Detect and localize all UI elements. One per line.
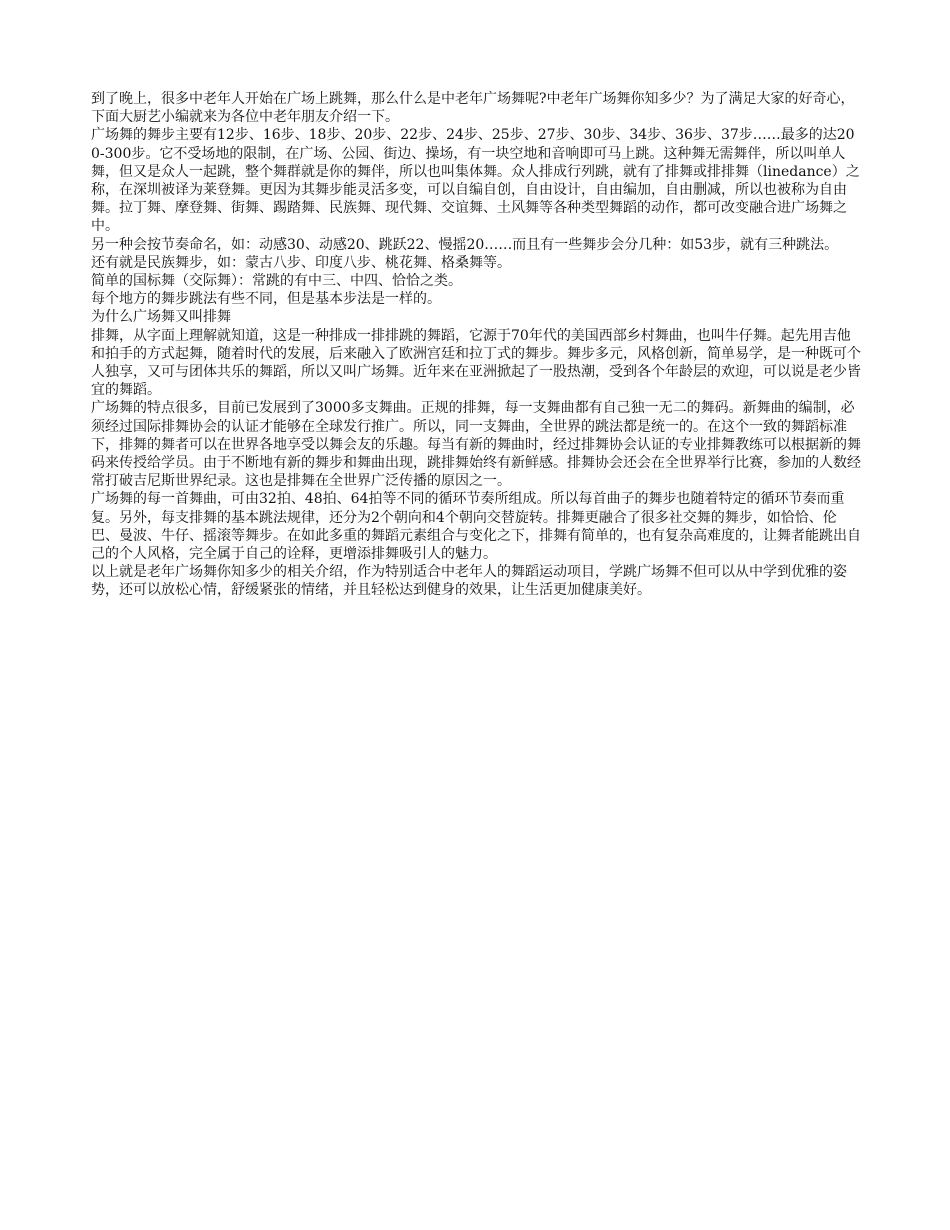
regional-difference-paragraph: 每个地方的舞步跳法有些不同，但是基本步法是一样的。 — [91, 291, 441, 308]
article-document — [91, 90, 863, 600]
rhythm-naming-paragraph: 另一种会按节奏命名，如：动感30、动感20、跳跃22、慢摇20……而且有一些舞步会分几种：如53步，就有三种跳法。 — [91, 236, 839, 253]
ethnic-steps-paragraph: 还有就是民族舞步，如：蒙古八步、印度八步、桃花舞、格桑舞等。 — [91, 254, 511, 271]
section-heading: 为什么广场舞又叫排舞 — [91, 309, 231, 326]
dance-features-paragraph: 广场舞的特点很多，目前已发展到了3000多支舞曲。正规的排舞，每一支舞曲都有自己独一无二的舞码。新舞曲的编制，必须经过国际排舞协会的认证才能够在全球发行推广。所以，同一支舞曲，全世界的跳法都是统一的。在这个一致的舞蹈标准下，排舞的舞者可以在世界各地享受以舞会友的乐趣。每当有新的舞曲时，经过排舞协会认证的专业排舞教练可以根据新的舞码来传授给学员。由于不断地有新的舞步和舞曲出现，跳排舞始终有新鲜感。排舞协会还会在全世界举行比赛，参加的人数经常打破吉尼斯世界纪录。这也是排舞在全世界广泛传播的原因之一。 — [91, 400, 861, 490]
intro-paragraph: 到了晚上，很多中老年人开始在广场上跳舞，那么什么是中老年广场舞呢?中老年广场舞你知多少？为了满足大家的好奇心，下面大厨艺小编就来为各位中老年朋友介绍一下。 — [91, 91, 855, 126]
rhythm-structure-paragraph: 广场舞的每一首舞曲，可由32拍、48拍、64拍等不同的循环节奏所组成。所以每首曲子的舞步也随着特定的循环节奏而重复。另外，每支排舞的基本跳法规律，还分为2个朝向和4个朝向交替旋转。排舞更融合了很多社交舞的舞步，如恰恰、伦巴、曼波、牛仔、摇滚等舞步。在如此多重的舞蹈元素组合与变化之下，排舞有简单的，也有复杂高难度的，让舞者能跳出自己的个人风格，完全属于自己的诠释，更增添排舞吸引人的魅力。 — [91, 491, 861, 563]
line-dance-definition-paragraph: 排舞，从字面上理解就知道，这是一种排成一排排跳的舞蹈，它源于70年代的美国西部乡村舞曲，也叫牛仔舞。起先用吉他和拍手的方式起舞，随着时代的发展，后来融入了欧洲宫廷和拉丁式的舞步。舞步多元，风格创新，简单易学，是一种既可个人独享，又可与团体共乐的舞蹈，所以又叫广场舞。近年来在亚洲掀起了一股热潮，受到各个年龄层的欢迎，可以说是老少皆宜的舞蹈。 — [91, 327, 861, 399]
dance-steps-paragraph: 广场舞的舞步主要有12步、16步、18步、20步、22步、24步、25步、27步、30步、34步、36步、37步……最多的达200-300步。它不受场地的限制，在广场、公园、街边、操场，有一块空地和音响即可马上跳。这种舞无需舞伴，所以叫单人舞，但又是众人一起跳，整个舞群就是你的舞伴，所以也叫集体舞。众人排成行列跳，就有了排舞或排排舞（linedance）之称，在深圳被译为莱登舞。更因为其舞步能灵活多变，可以自编自创，自由设计，自由编加，自由删减，所以也被称为自由舞。拉丁舞、摩登舞、街舞、踢踏舞、民族舞、现代舞、交谊舞、土风舞等各种类型舞蹈的动作，都可改变融合进广场舞之中。 — [91, 127, 860, 235]
ballroom-paragraph: 简单的国标舞（交际舞）：常跳的有中三、中四、恰恰之类。 — [91, 273, 462, 290]
conclusion-paragraph: 以上就是老年广场舞你知多少的相关介绍，作为特别适合中老年人的舞蹈运动项目，学跳广场舞不但可以从中学到优雅的姿势，还可以放松心情，舒缓紧张的情绪，并且轻松达到健身的效果，让生活更加健康美好。 — [91, 564, 847, 599]
